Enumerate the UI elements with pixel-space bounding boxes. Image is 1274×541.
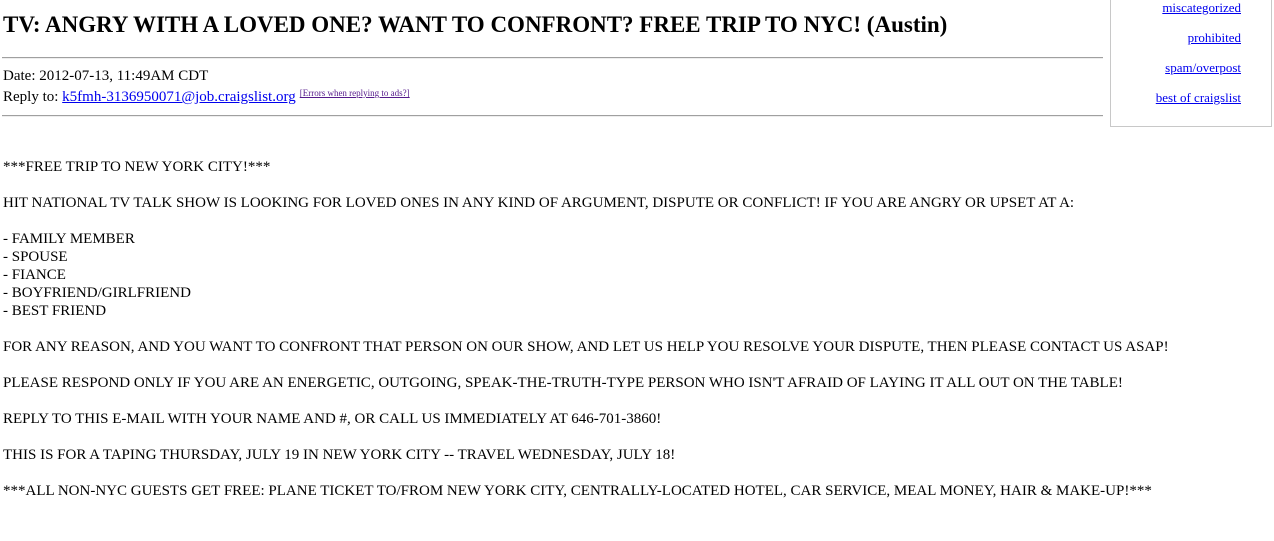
flag-spam-overpost-link[interactable]: spam/overpost <box>1165 60 1241 75</box>
list-item: - FIANCE <box>3 267 66 283</box>
body-reason: FOR ANY REASON, AND YOU WANT TO CONFRONT THAT PERSON ON OUR SHOW, AND LET US HELP YOU RESOLVE YOUR DISPUTE, THEN PLEASE CONTACT US ASAP! <box>3 339 1169 355</box>
header-divider <box>2 115 1103 117</box>
errors-replying-link[interactable]: [Errors when replying to ads?] <box>299 88 410 98</box>
posting-body <box>3 158 1271 518</box>
flag-miscategorized-link[interactable]: miscategorized <box>1162 0 1241 15</box>
date-label: Date: <box>3 68 40 84</box>
list-item: - FAMILY MEMBER <box>3 231 135 247</box>
list-item: - BOYFRIEND/GIRLFRIEND <box>3 285 191 301</box>
date-value: 2012-07-13, 11:49AM CDT <box>39 68 209 84</box>
relation-list <box>3 230 1271 320</box>
flag-best-of-craigslist-link[interactable]: best of craigslist <box>1155 90 1241 105</box>
posting-title: TV: ANGRY WITH A LOVED ONE? WANT TO CONFRONT? FREE TRIP TO NYC! (Austin) <box>3 12 948 37</box>
reply-label: Reply to: <box>3 89 63 105</box>
list-item: - SPOUSE <box>3 249 68 265</box>
flag-prohibited-link[interactable]: prohibited <box>1187 30 1241 45</box>
body-perks: ***ALL NON-NYC GUESTS GET FREE: PLANE TICKET TO/FROM NEW YORK CITY, CENTRALLY-LOCATED HOTEL, CAR SERVICE, MEAL MONEY, HAIR & MAKE-UP!*** <box>3 483 1152 499</box>
list-item: - BEST FRIEND <box>3 303 107 319</box>
body-reply-instructions: REPLY TO THIS E-MAIL WITH YOUR NAME AND #, OR CALL US IMMEDIATELY AT 646-701-3860! <box>3 411 662 427</box>
title-divider <box>2 57 1103 59</box>
body-intro: HIT NATIONAL TV TALK SHOW IS LOOKING FOR LOVED ONES IN ANY KIND OF ARGUMENT, DISPUTE OR CONFLICT! IF YOU ARE ANGRY OR UPSET AT A: <box>3 195 1075 211</box>
reply-to-line <box>3 88 410 106</box>
posting-date <box>3 68 208 85</box>
body-taping-info: THIS IS FOR A TAPING THURSDAY, JULY 19 IN NEW YORK CITY -- TRAVEL WEDNESDAY, JULY 18! <box>3 447 676 463</box>
flag-box <box>1110 0 1272 127</box>
reply-email-link[interactable]: k5fmh-3136950071@job.craigslist.org <box>62 89 296 105</box>
body-headline: ***FREE TRIP TO NEW YORK CITY!*** <box>3 159 271 175</box>
body-respond: PLEASE RESPOND ONLY IF YOU ARE AN ENERGETIC, OUTGOING, SPEAK-THE-TRUTH-TYPE PERSON WHO ISN'T AFRAID OF LAYING IT ALL OUT ON THE TABLE! <box>3 375 1123 391</box>
